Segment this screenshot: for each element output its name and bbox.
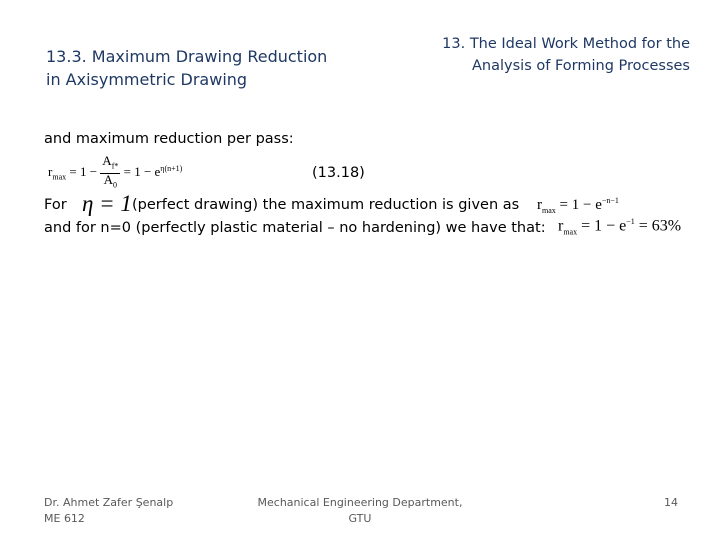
eq1-den: A [103,171,114,187]
footer-department-line2: GTU [348,512,372,525]
eq3-tail: = 63% [638,217,682,235]
eq1-lhs: r [48,164,53,180]
chapter-title-line1: 13. The Ideal Work Method for the [442,36,690,52]
section-title-line1: 13.3. Maximum Drawing Reduction [46,47,328,66]
eq3-rhs: = 1 − e [581,217,627,235]
footer-department-line1: Mechanical Engineering Department, [257,496,463,509]
eq1-rhs-sup: η(n+1) [160,163,183,173]
footer-author [44,495,173,527]
chapter-title-line2: Analysis of Forming Processes [472,58,690,74]
eq1-lhs-sub: max [52,172,67,182]
eq1-num-sub: f* [111,161,119,171]
footer-course: ME 612 [44,512,85,525]
perfect-drawing-text: (perfect drawing) the maximum reduction is given as [132,197,520,213]
chapter-title [390,33,690,77]
intro-text: and maximum reduction per pass: [44,131,294,147]
equation-number: (13.18) [312,165,365,181]
section-title-line2: in Axisymmetric Drawing [46,70,248,89]
eq3-lhs-sub: max [563,227,578,237]
eq1-eq: = 1 − [69,164,98,180]
eq2-rhs: = 1 − e [559,197,602,213]
footer-department [255,495,465,527]
equation-no-hardening [558,217,681,237]
eq1-num: A [102,153,112,168]
eq1-den-sub: 0 [113,180,118,190]
eq2-rhs-sup: −n−1 [601,196,619,205]
eq2-lhs: r [537,197,542,213]
eq1-rhs: = 1 − e [123,164,161,180]
equation-perfect-drawing [537,196,619,215]
for-label: For [44,197,67,213]
eq3-rhs-sup: −1 [626,217,635,226]
section-title [46,45,366,91]
eta-equals-one: η = 1 [82,191,132,216]
footer-author-name: Dr. Ahmet Zafer Şenalp [44,496,174,509]
page-number: 14 [664,496,678,509]
eq2-lhs-sub: max [542,206,556,215]
no-hardening-text: and for n=0 (perfectly plastic material – no hardening) we have that: [44,220,546,236]
eq3-lhs: r [558,217,564,235]
equation-max-reduction [48,155,182,191]
eq1-fraction [100,155,120,191]
